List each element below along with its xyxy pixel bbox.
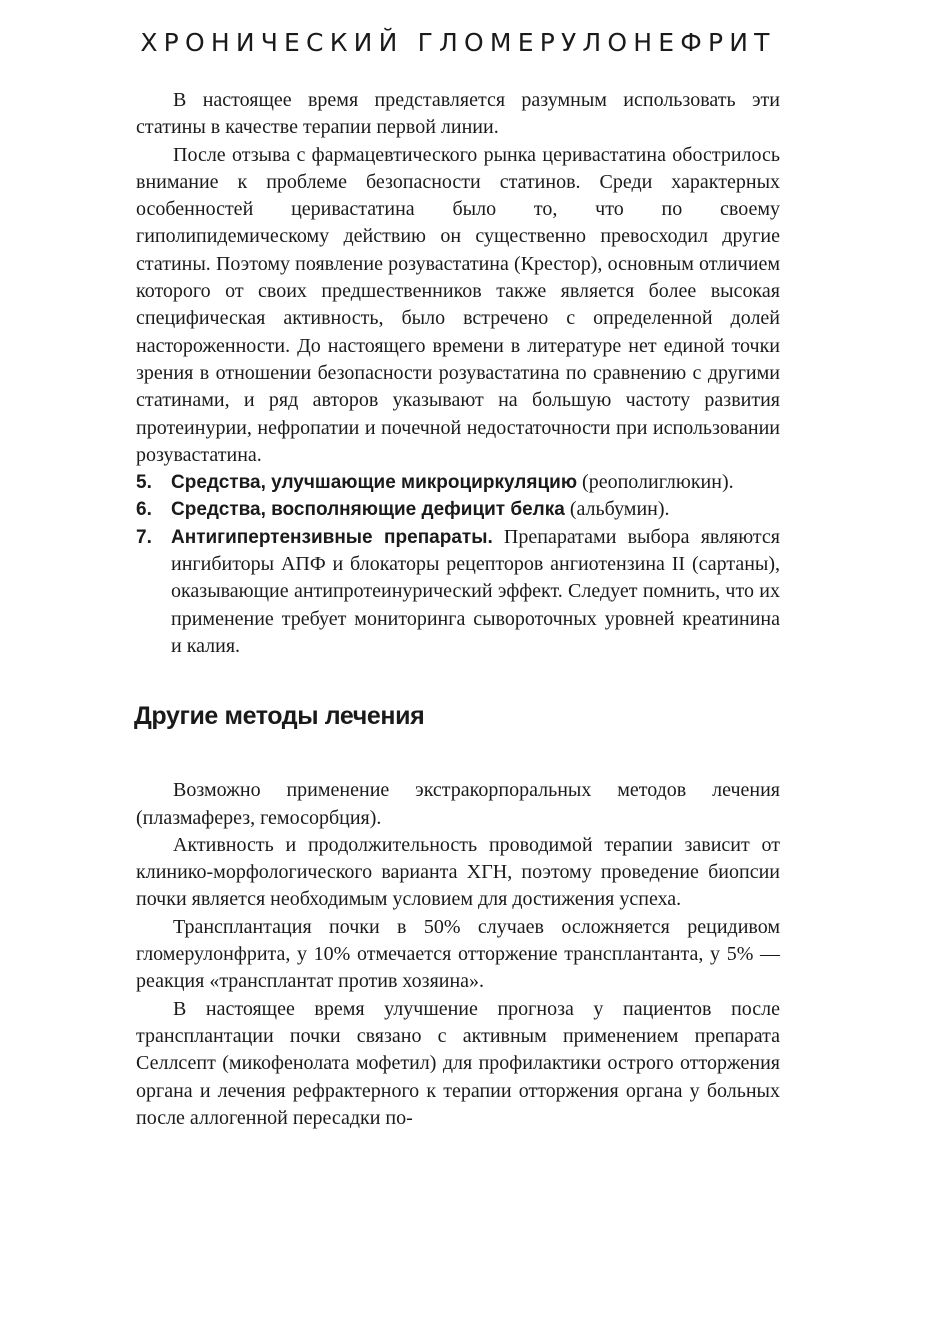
treatment-list [136,469,780,660]
list-item [136,496,780,523]
list-item-lead: Средства, улучшающие микроциркуляцию [171,472,578,494]
intro-paragraph: После отзыва с фармацевтического рынка церивастатина обострилось внимание к проблеме безопасности статинов. Среди характерных особенностей церивастатина было то, что по своему гиполипидемическому действию он существенно превосходил другие статины. Поэтому появление розувастатина (Крестор), основным отличием которого от своих предшественников также является более высокая специфическая активность, было встречено с определенной долей настороженности. До настоящего времени в литературе нет единой точки зрения в отношении безопасности розувастатина по сравнению с другими статинами, и ряд авторов указывают на большую частоту развития протеинурии, нефропатии и почечной недостаточности при использовании розувастатина. [136,143,780,466]
list-item-number: 5. [136,472,152,494]
list-item [136,469,780,496]
section-paragraph: Возможно применение экстракорпоральных методов лечения (плазмаферез, гемосорбция). [136,779,780,829]
list-item-text: (реополиглюкин). [577,471,734,494]
list-item [136,524,780,660]
intro-paragraph: В настоящее время представляется разумным использовать эти статины в качестве терапии первой линии. [136,89,780,139]
section-heading: Другие методы лечения [134,702,425,731]
list-item-text: (альбумин). [564,498,670,521]
section-paragraph: Активность и продолжительность проводимой терапии зависит от клинико-морфологического варианта ХГН, поэтому проведение биопсии почки является необходимым условием для достижения успеха. [136,833,780,911]
list-item-lead: Средства, восполняющие дефицит белка [171,499,565,521]
list-item-number: 6. [136,499,152,521]
document-page [136,28,780,1132]
section-paragraph: В настоящее время улучшение прогноза у пациентов после трансплантации почки связано с активным применением препарата Селлсепт (микофенолата мофетил) для профилактики острого отторжения органа и лечения рефрактерного к терапии отторжения органа у больных после аллогенной пересадки по- [136,997,780,1129]
list-item-number: 7. [136,526,152,548]
list-item-text: Препаратами выбора являются ингибиторы АПФ и блокаторы рецепторов ангиотензина II (сартаны), оказывающие антипротеинурический эффект. Следует помнить, что их применение требует мониторинга сывороточных уровней креатинина и калия. [171,525,780,657]
running-head: ХРОНИЧЕСКИЙ ГЛОМЕРУЛОНЕФРИТ [140,28,776,57]
section-paragraph: Трансплантация почки в 50% случаев осложняется рецидивом гломерулонфрита, у 10% отмечается отторжение трансплантанта, у 5% — реакция «трансплантат против хозяина». [136,915,780,993]
list-item-lead: Антигипертензивные препараты. [171,526,493,548]
